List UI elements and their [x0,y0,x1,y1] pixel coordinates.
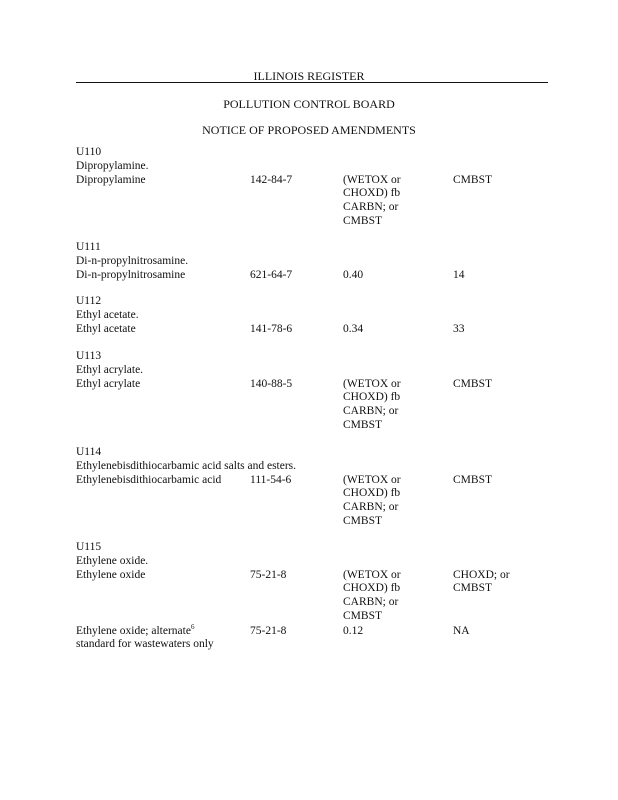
waste-description: Di-n-propylnitrosamine. [76,254,189,267]
notice-title: NOTICE OF PROPOSED AMENDMENTS [202,123,416,137]
constituent-name-continued: standard for wastewaters only [76,638,214,651]
waste-entry [76,241,556,283]
constituent-row [76,622,556,653]
constituent-name: Ethylene oxide [76,568,146,581]
waste-code: U114 [76,446,102,458]
waste-code: U113 [76,350,102,362]
nonwastewater-standard: CMBST [453,377,492,390]
constituent-row [76,174,556,230]
cas-number: 111-54-6 [250,473,292,486]
cas-number: 75-21-8 [250,624,287,637]
waste-description: Ethyl acrylate. [76,363,144,376]
cas-number: 141-78-6 [250,322,293,335]
footnote-marker: 6 [190,622,195,631]
constituent-name-text: Ethylene oxide; alternate [76,624,191,637]
nonwastewater-standard: 33 [453,322,465,335]
constituent-row [76,323,556,337]
wastewater-standard: (WETOX or CHOXD) fb CARBN; or CMBST [343,568,401,622]
cas-number: 75-21-8 [250,568,287,581]
waste-description: Ethylene oxide. [76,554,149,567]
nonwastewater-standard: CMBST [453,173,492,186]
constituent-name: Dipropylamine [76,173,146,186]
wastewater-standard: 0.12 [343,624,364,637]
constituent-name: Ethyl acrylate [76,377,141,390]
waste-description: Ethyl acetate. [76,308,139,321]
nonwastewater-standard: NA [453,624,470,637]
waste-code: U111 [76,241,101,253]
waste-entry [76,541,556,653]
waste-description: Ethylenebisdithiocarbamic acid salts and esters. [76,459,297,472]
wastewater-standard: (WETOX or CHOXD) fb CARBN; or CMBST [343,173,401,227]
constituent-row [76,569,556,625]
waste-entry [76,146,556,230]
wastewater-standard: 0.40 [343,268,364,281]
wastewater-standard: (WETOX or CHOXD) fb CARBN; or CMBST [343,377,401,431]
nonwastewater-standard: 14 [453,268,465,281]
waste-code: U115 [76,541,102,553]
constituent-name [76,622,246,653]
cas-number: 140-88-5 [250,377,293,390]
waste-code: U110 [76,146,102,158]
waste-entry [76,350,556,434]
waste-entry [76,446,556,530]
register-title: ILLINOIS REGISTER [253,69,365,83]
constituent-row [76,378,556,434]
cas-number: 621-64-7 [250,268,293,281]
constituent-name: Ethyl acetate [76,322,136,335]
nonwastewater-standard: CMBST [453,473,492,486]
cas-number: 142-84-7 [250,173,293,186]
waste-description: Dipropylamine. [76,159,149,172]
board-title: POLLUTION CONTROL BOARD [223,97,395,111]
waste-code: U112 [76,295,102,307]
nonwastewater-standard: CHOXD; or CMBST [453,568,510,595]
constituent-row [76,474,556,530]
wastewater-standard: (WETOX or CHOXD) fb CARBN; or CMBST [343,473,401,527]
constituent-name: Ethylenebisdithiocarbamic acid [76,473,222,486]
constituent-name: Di-n-propylnitrosamine [76,268,186,281]
waste-entry [76,295,556,337]
wastewater-standard: 0.34 [343,322,364,335]
constituent-row [76,269,556,283]
